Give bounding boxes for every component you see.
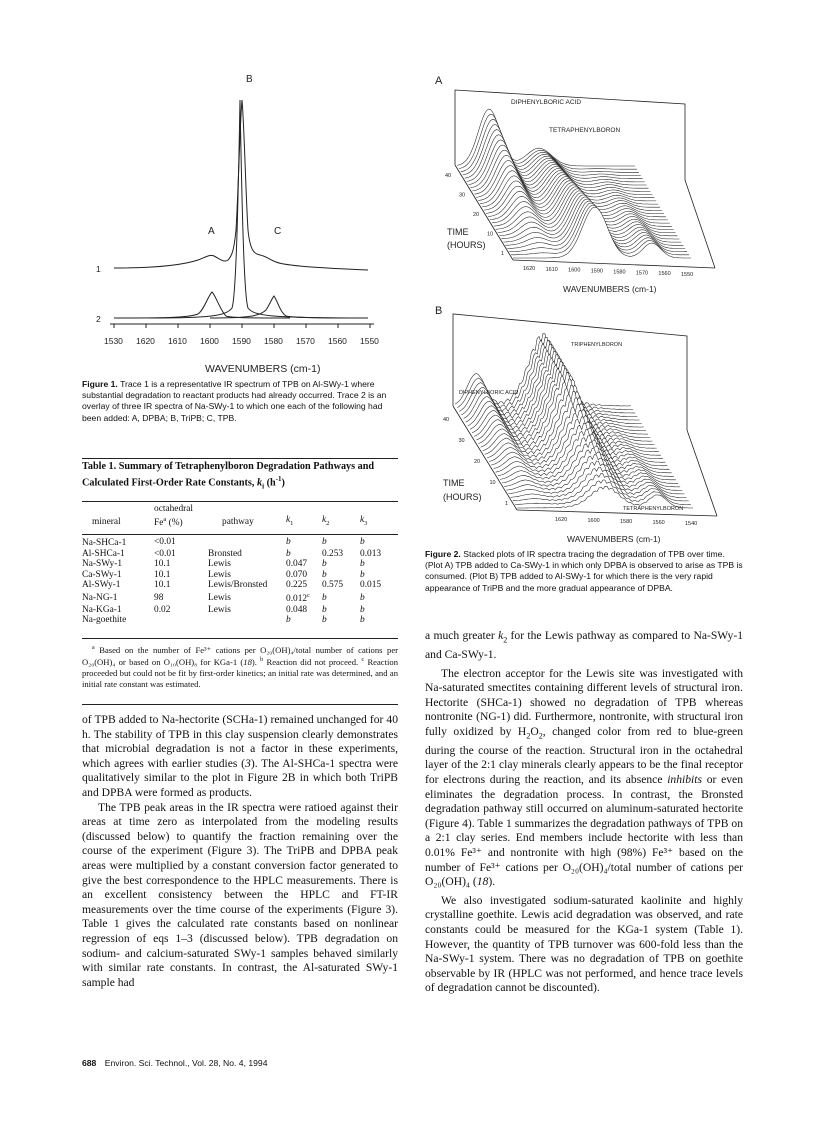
table-1-footnote-a-text: Based on the number of Fe³⁺ cations per O₂₀(OH)₄/total number of cations per O₂₀(OH)₄ or based on O₁₀(OH)₈ for KGa-1 ( bbox=[82, 644, 398, 668]
figure-1-tick-label: 1550 bbox=[360, 336, 379, 346]
figure-2-panel-b bbox=[425, 302, 725, 548]
table-1-header-blank bbox=[82, 504, 154, 515]
table-cell-mineral: Na-NG-1 bbox=[82, 592, 118, 603]
left-paragraph-1 bbox=[82, 713, 398, 801]
table-1-bottom-rule bbox=[82, 638, 398, 639]
right-paragraph-1-sub2: 2 bbox=[538, 731, 543, 741]
right-paragraph-1-sub1: 2 bbox=[526, 731, 531, 741]
table-1-footnote-a-ref: 18 bbox=[243, 657, 252, 668]
table-1 bbox=[82, 504, 398, 626]
table-1-header-mineral: mineral bbox=[92, 516, 121, 527]
table-cell-k2: b bbox=[322, 559, 327, 570]
peak-label-b: B bbox=[246, 74, 253, 85]
figure-1-tick-label: 1620 bbox=[136, 336, 155, 346]
time-tick-label: 10 bbox=[487, 231, 494, 238]
table-cell-pathway bbox=[208, 615, 286, 626]
table-cell-k2: b bbox=[322, 569, 327, 580]
time-tick-label: 20 bbox=[473, 212, 480, 218]
panel-b-time-label: TIME bbox=[443, 478, 465, 488]
table-1-header-octahedral: octahedral bbox=[154, 504, 194, 514]
figure-1-tick-label: 1580 bbox=[264, 336, 283, 346]
panel-b-right-depth bbox=[687, 430, 717, 516]
x-tick-label: 1600 bbox=[587, 518, 600, 524]
table-cell-fe bbox=[154, 615, 208, 626]
table-cell-k3: 0.013 bbox=[360, 548, 382, 559]
right-paragraph-0-k-sub: 2 bbox=[503, 635, 508, 645]
table-1-header-k1-k: k bbox=[286, 514, 291, 525]
table-cell-k2: b bbox=[322, 604, 327, 615]
table-1-footnote-b-mark: b bbox=[260, 657, 264, 664]
table-cell-fe: <0.01 bbox=[154, 548, 176, 559]
table-1-footnote-a-mark: a bbox=[92, 645, 95, 651]
panel-a-x-label: WAVENUMBERS (cm-1) bbox=[563, 284, 657, 294]
time-tick-label: 1 bbox=[501, 251, 505, 257]
table-1-grid bbox=[82, 504, 398, 626]
peak-label-a: A bbox=[208, 226, 215, 237]
x-tick-label: 1540 bbox=[685, 521, 698, 527]
right-column-text bbox=[425, 629, 743, 996]
table-footnote-mark: c bbox=[307, 593, 310, 600]
table-cell-mineral: Al-SWy-1 bbox=[82, 580, 121, 591]
table-cell-pathway: Lewis bbox=[208, 604, 231, 615]
table-1-header-k1-sub: 1 bbox=[290, 519, 294, 527]
table-cell-k3: b bbox=[360, 592, 365, 603]
figure-2-panel-a-plot bbox=[425, 70, 725, 300]
panel-b-series-tripb: TRIPHENYLBORON bbox=[571, 342, 623, 348]
table-cell-k1: b bbox=[286, 548, 291, 559]
x-tick-label: 1560 bbox=[652, 520, 665, 526]
figure-1-tick-label: 1600 bbox=[200, 336, 219, 346]
table-1-top-rule bbox=[82, 458, 398, 459]
table-cell-k2: 0.575 bbox=[322, 580, 344, 591]
page-number: 688 bbox=[82, 1058, 97, 1068]
table-row bbox=[82, 570, 398, 581]
table-cell-k2: b bbox=[322, 615, 327, 626]
panel-a-time-label: TIME bbox=[447, 227, 469, 237]
table-cell-mineral: Na-goethite bbox=[82, 615, 127, 626]
time-tick-label: 10 bbox=[489, 480, 496, 486]
table-row bbox=[82, 549, 398, 560]
table-1-header-k2 bbox=[322, 515, 360, 529]
table-cell-k3: b bbox=[360, 559, 365, 570]
table-cell-fe: <0.01 bbox=[154, 536, 176, 547]
right-paragraph-1-ref: 18 bbox=[476, 875, 489, 889]
panel-a-hours-label: (HOURS) bbox=[447, 240, 486, 250]
panel-a-right-depth bbox=[685, 180, 715, 268]
right-paragraph-0-a: a much greater bbox=[425, 629, 499, 642]
figure-1-plot bbox=[90, 60, 390, 380]
left-paragraph-1-text: of TPB added to Na-hectorite (SCHa-1) remained unchanged for 40 h. The stability of TPB in this clay suspension clearly demonstrates that microbial degradation is not a factor in these experiments, which agrees with earlier studies ( bbox=[82, 713, 398, 770]
time-tick-label: 30 bbox=[458, 438, 465, 444]
table-1-title-text: Table 1. Summary of Tetraphenylboron Degradation Pathways and Calculated First-Order Rate Constants, bbox=[82, 461, 375, 489]
figure-2-caption-label: Figure 2. bbox=[425, 549, 461, 559]
figure-1-tick-label: 1570 bbox=[296, 336, 315, 346]
table-1-header-fe-text: Fe bbox=[154, 518, 164, 529]
table-cell-k3: b bbox=[360, 569, 365, 580]
right-paragraph-0-k: k bbox=[498, 629, 504, 642]
right-paragraph-1-d: ). bbox=[488, 875, 496, 889]
table-cell-k3: 0.015 bbox=[360, 580, 382, 591]
figure-2-caption bbox=[425, 549, 743, 594]
table-1-header-blank bbox=[208, 504, 286, 515]
panel-b-front-axis bbox=[517, 510, 717, 516]
table-1-header-top-rule bbox=[82, 501, 398, 502]
figure-2-caption-text: Stacked plots of IR spectra tracing the degradation of TPB over time. (Plot A) TPB added to Ca-SWy-1 in which only DPBA is observed to arise as TPB is consumed. (Plot B) TPB added to Al-SWy-1 for which there is the very rapid appearance of TriPB and the more gradual appearance of DPBA. bbox=[425, 549, 743, 593]
figure-1-tick-label: 1590 bbox=[232, 336, 251, 346]
figure-1-tick-label: 1560 bbox=[328, 336, 347, 346]
x-tick-label: 1610 bbox=[545, 266, 558, 273]
table-cell-fe: 10.1 bbox=[154, 559, 171, 570]
panel-b-x-ticks bbox=[555, 517, 697, 527]
table-1-header-k3-sub: 3 bbox=[364, 519, 368, 527]
time-tick-label: 30 bbox=[459, 192, 466, 199]
table-1-header-k3 bbox=[360, 515, 398, 529]
panel-a-x-ticks bbox=[523, 266, 693, 278]
figure-2-panel-a bbox=[425, 70, 725, 300]
trace-2-tripb bbox=[150, 100, 368, 318]
x-tick-label: 1580 bbox=[620, 519, 633, 525]
panel-a-series-tpb: TETRAPHENYLBORON bbox=[549, 127, 621, 134]
left-paragraph-1-ref: 3 bbox=[245, 756, 251, 770]
panel-b-series-tpb: TETRAPHENYLBORON bbox=[623, 506, 684, 512]
table-cell-pathway: Bronsted bbox=[208, 548, 242, 559]
table-1-header-fe bbox=[154, 515, 208, 529]
table-1-header-fe-unit: (%) bbox=[166, 518, 183, 529]
table-1-title-unit-sup: -1 bbox=[275, 475, 282, 484]
table-1-header-k3-k: k bbox=[360, 514, 365, 525]
x-tick-label: 1600 bbox=[568, 267, 581, 274]
journal-citation: Environ. Sci. Technol., Vol. 28, No. 4, 1994 bbox=[104, 1058, 268, 1068]
panel-b-label: B bbox=[435, 305, 443, 317]
right-paragraph-1 bbox=[425, 667, 743, 890]
table-1-title-close: ) bbox=[281, 477, 285, 489]
table-row bbox=[82, 535, 398, 549]
table-cell-fe: 10.1 bbox=[154, 580, 171, 591]
table-cell-k3: b bbox=[360, 604, 365, 615]
x-tick-label: 1560 bbox=[658, 271, 671, 278]
table-row bbox=[82, 591, 398, 605]
table-cell-k1: 0.047 bbox=[286, 559, 308, 570]
panel-a-label: A bbox=[435, 75, 443, 87]
table-1-header-k1 bbox=[286, 515, 322, 529]
right-paragraph-1-o: O bbox=[530, 724, 539, 738]
table-cell-pathway: Lewis bbox=[208, 559, 231, 570]
left-paragraph-1-tail: ). The Al-SHCa-1 spectra were qualitatively similar to the plot in Figure 2B in which both TriPB and DPBA were formed as products. bbox=[82, 756, 398, 799]
left-paragraph-2: The TPB peak areas in the IR spectra were ratioed against their areas at time zero as interpolated from the modeling results (discussed below) to quantify the fraction remaining over the course of the experiment (Figure 3). The TriPB and DPBA peak areas were multiplied by a constant conversion factor generated to give the best correspondence to the HPLC measurements. There is an excellent consistency between the HPLC and FT-IR measurements over the time course of the experiments (Figure 3). Table 1 gives the calculated rate constants based on nonlinear regression of eqs 1–3 (discussed below). TPB degradation on sodium- and calcium-saturated SWy-1 samples behaved similarly with similar rate constants. In contrast, the Al-saturated SWy-1 sample had bbox=[82, 800, 398, 989]
figure-2-panel-b-plot bbox=[425, 302, 725, 548]
panel-b-x-label: WAVENUMBERS (cm-1) bbox=[567, 534, 661, 544]
right-paragraph-2: We also investigated sodium-saturated kaolinite and highly crystalline goethite. Lewis acid degradation was observed, and rate constants could be measured for the KGa-1 system (Table 1). However, the quantity of TPB turnover was 600-fold less than the Na-SWy-1 system. There was no degradation of TPB on goethite observable by IR (HPLC was not performed, and hence trace levels of degradation cannot be discounted). bbox=[425, 893, 743, 995]
table-1-footnotes bbox=[82, 643, 398, 689]
trace-label-2: 2 bbox=[96, 314, 101, 324]
table-cell-k1: b bbox=[286, 536, 291, 547]
table-cell-k1: 0.070 bbox=[286, 569, 308, 580]
table-cell-mineral: Ca-SWy-1 bbox=[82, 569, 122, 580]
table-1-header-fe-sup: a bbox=[163, 515, 167, 523]
table-cell-pathway: Lewis bbox=[208, 569, 231, 580]
time-tick-label: 40 bbox=[443, 417, 450, 423]
right-paragraph-1-inhibits: inhibits bbox=[667, 772, 702, 786]
table-row bbox=[82, 580, 398, 591]
right-paragraph-0-b: for the Lewis pathway as compared to Na-SWy-1 and Ca-SWy-1. bbox=[425, 629, 744, 661]
panel-b-series-dpba: DIPHENYLBORIC ACID bbox=[459, 390, 519, 396]
figure-1-tick-label: 1530 bbox=[104, 336, 123, 346]
figure-1-x-label: WAVENUMBERS (cm-1) bbox=[205, 363, 321, 375]
figure-1-tick-label: 1610 bbox=[168, 336, 187, 346]
time-tick-label: 1 bbox=[505, 501, 509, 507]
trace-label-1: 1 bbox=[96, 264, 101, 274]
trace-1-spectrum bbox=[114, 100, 368, 270]
table-cell-k1: 0.012$^c$ bbox=[286, 593, 310, 605]
table-1-header-k2-sub: 2 bbox=[326, 519, 330, 527]
panel-b-hours-label: (HOURS) bbox=[443, 492, 482, 502]
table-cell-pathway bbox=[208, 535, 286, 549]
table-1-title-unit: (h bbox=[264, 477, 276, 489]
figure-1-caption bbox=[82, 379, 400, 424]
panel-a-series-dpba: DIPHENYLBORIC ACID bbox=[511, 99, 582, 106]
table-1-footnote-c-mark: c bbox=[361, 657, 365, 664]
x-tick-label: 1620 bbox=[523, 266, 536, 272]
figure-1-caption-text: Trace 1 is a representative IR spectrum of TPB on Al-SWy-1 where substantial degradation to reactant products had already occurred. Trace 2 is an overlay of three IR spectra of Na-SWy-1 to which one each of the following had been added: A, DPBA; B, TriPB; C, TPB. bbox=[82, 379, 387, 423]
table-cell-fe: 98 bbox=[154, 592, 164, 603]
table-1-header-row-2 bbox=[82, 515, 398, 529]
table-1-title-k-sub: i bbox=[262, 482, 265, 491]
table-row bbox=[82, 559, 398, 570]
x-tick-label: 1590 bbox=[590, 268, 603, 275]
peak-label-c: C bbox=[274, 226, 282, 237]
table-1-footnote-a-close: ). bbox=[251, 657, 257, 668]
right-paragraph-1-a: The electron acceptor for the Lewis site was investigated with Na-saturated smectites containing different levels of structural iron. Hectorite (SHCa-1) showed no degradation of TPB whereas nontronite (NG-1) did. Furthermore, nontronite, with structural iron fully oxidized by H bbox=[425, 666, 743, 738]
figure-1 bbox=[90, 60, 390, 380]
table-cell-mineral: Na-KGa-1 bbox=[82, 604, 122, 615]
table-1-body bbox=[82, 535, 398, 626]
table-cell-mineral: Na-SHCa-1 bbox=[82, 538, 127, 549]
table-1-footnote-c-text: Reaction proceeded but could not be fit by first-order kinetics; an initial rate was determined, and an initial rate constant was estimated. bbox=[82, 657, 398, 689]
table-1-title-k: k bbox=[256, 477, 263, 489]
table-1-header-pathway: pathway bbox=[222, 516, 254, 527]
table-cell-fe: 0.02 bbox=[154, 604, 171, 615]
table-1-header-row-1 bbox=[82, 504, 398, 515]
x-tick-label: 1580 bbox=[613, 269, 626, 276]
table-row bbox=[82, 605, 398, 616]
table-cell-k1: b bbox=[286, 615, 291, 626]
table-cell-pathway: Lewis bbox=[208, 592, 231, 603]
table-cell-k2: b bbox=[322, 536, 327, 547]
table-cell-k2: b bbox=[322, 592, 327, 603]
table-row bbox=[82, 615, 398, 626]
table-cell-k3: b bbox=[360, 536, 365, 547]
table-cell-k1: 0.225 bbox=[286, 580, 308, 591]
time-tick-label: 40 bbox=[445, 173, 452, 179]
panel-a-front-axis bbox=[513, 260, 715, 268]
table-cell-mineral: Na-SWy-1 bbox=[82, 559, 123, 570]
page-footer bbox=[82, 1058, 267, 1068]
right-paragraph-0 bbox=[425, 629, 743, 663]
table-1-header-k2-k: k bbox=[322, 514, 327, 525]
table-cell-k1: 0.048 bbox=[286, 604, 308, 615]
x-tick-label: 1620 bbox=[555, 517, 568, 523]
table-cell-k2: 0.253 bbox=[322, 548, 344, 559]
time-tick-label: 20 bbox=[474, 459, 481, 465]
table-cell-pathway: Lewis/Bronsted bbox=[208, 580, 268, 591]
left-column-text bbox=[82, 713, 398, 990]
figure-1-ticks bbox=[104, 324, 379, 346]
table-1-end-rule bbox=[82, 704, 398, 705]
trace-2-dpba bbox=[114, 292, 290, 318]
figure-1-caption-label: Figure 1. bbox=[82, 379, 118, 389]
x-tick-label: 1570 bbox=[635, 270, 649, 277]
table-1-footnote-b-text: Reaction did not proceed. bbox=[263, 657, 359, 668]
right-paragraph-1-c: or even eliminates the degradation process. In contrast, the Bronsted degradation pathway still occurred on aluminum-saturated hectorite (Figure 4). Table 1 summarizes the degradation pathways of TPB on a 2:1 clay series. End members include hectorite with less than 0.01% Fe³⁺ and nontronite with high (98%) Fe³⁺ based on the number of Fe³⁺ cations per O₂₀(OH)₄/total number of cations per O₂₀(OH)₄ ( bbox=[425, 772, 743, 889]
table-1-header-blank bbox=[322, 504, 360, 515]
right-paragraph-1-b: , changed color from red to blue-green during the course of the reaction. Structural iron in the octahedral layer of the 2:1 clay minerals clearly appears to be the final receptor for electrons during the reaction, and its absence bbox=[425, 724, 743, 786]
table-cell-fe: 10.1 bbox=[154, 569, 171, 580]
x-tick-label: 1550 bbox=[681, 272, 694, 278]
table-1-header-blank bbox=[360, 504, 398, 515]
table-cell-k3: b bbox=[360, 615, 365, 626]
table-cell-mineral: Al-SHCa-1 bbox=[82, 548, 125, 559]
table-1-footnote-a bbox=[82, 643, 398, 689]
table-1-header-blank bbox=[286, 504, 322, 515]
table-1-title bbox=[82, 461, 398, 493]
